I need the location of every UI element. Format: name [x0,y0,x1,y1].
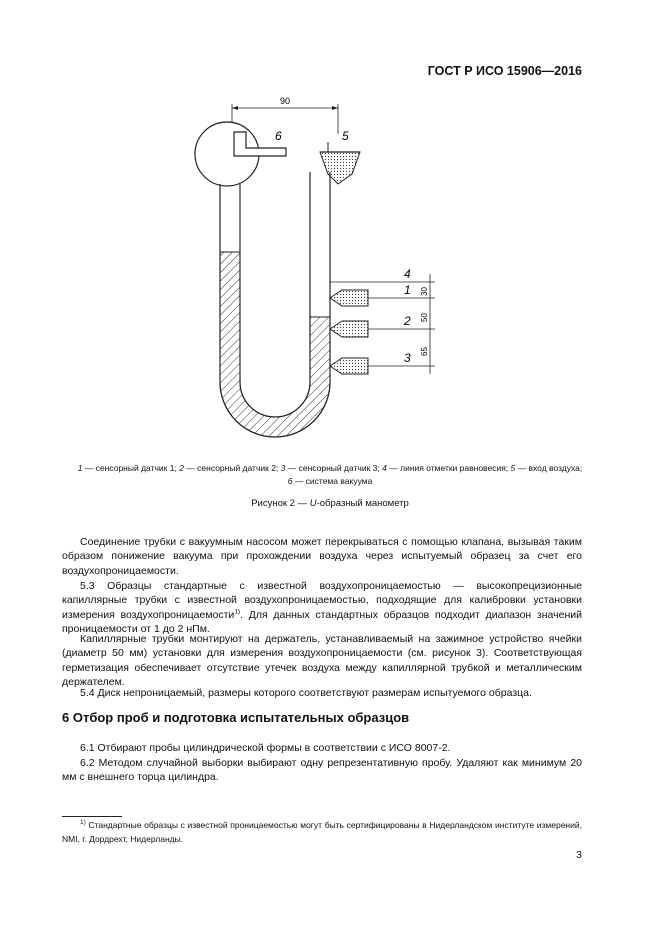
manometer-liquid [220,252,330,437]
figure-caption: Рисунок 2 — U-образный манометр [251,498,409,509]
sensor-3 [330,358,435,374]
footnote-separator [62,816,122,817]
label-4: 4 [404,267,411,281]
dimension-90-label: 90 [279,96,291,106]
u-tube-inner-wall [240,172,310,417]
label-5: 5 [342,129,349,143]
footnote: $^{1)}$ Стандартные образцы с известной проницаемостью могут быть сертифицированы в Нидерландском институте измерений, NMI, г. Дордрехт, Нидерланды. [62,819,582,844]
paragraph-5-4: 5.4 Диск непроницаемый, размеры которого соответствуют размерам испытуемого образца. [80,687,532,699]
section-6-heading: 6 Отбор проб и подготовка испытательных образцов [62,710,410,725]
label-2: 2 [404,314,411,328]
paragraph-6-2: 6.2 Методом случайной выборки выбирают одну репрезентативную пробу. Удаляют как минимум 20 мм с внешнего торца цилиндра. [62,757,582,784]
label-3: 3 [404,351,411,365]
paragraph-capillary: Капиллярные трубки монтируют на держатель, устанавливаемый на зажимное устройство ячейки (диаметр 50 мм) установки для измерения воздухопроницаемости (см. рисунок 3). Соответствующая герметизация обеспечивает отсутствие утечек воздуха между капиллярной трубкой и металлическим держателем. [62,633,582,689]
document-header: ГОСТ Р ИСО 15906—2016 [427,64,582,78]
paragraph-vacuum-pump: Соединение трубки с вакуумным насосом может перекрываться с помощью клапана, вызывая таким образом понижение вакуума при прохождении воздуха через испытуемый образец за счет его воздухопроницаемости. [62,536,582,577]
paragraph-6-1: 6.1 Отбирают пробы цилиндрической формы в соответствии с ИСО 8007-2. [80,742,451,754]
dimension-30: 30 [420,287,429,296]
label-6: 6 [275,129,282,143]
air-inlet-funnel [320,152,360,184]
dimension-65: 65 [420,347,429,356]
manometer-figure [180,92,440,472]
dimension-90 [232,96,338,134]
figure-legend: 1 — сенсорный датчик 1; 2 — сенсорный датчик 2; 3 — сенсорный датчик 3; 4 — линия отметки равновесия; 5 — вход воздуха; 6 — система вакуума [77,463,583,486]
sensor-2 [330,321,435,337]
paragraph-5-3: 5.3 Образцы стандартные с известной воздухопроницаемостью — высокопрецизионные капиллярные трубки с известной воздухопроницаемостью, подходящие для калибровки установки измерения воздухопроницаемости$^{1)}$. Для данных стандартных образцов подходит диапазон значений проницаемости от 1 до 2 нПм. [62,580,582,636]
page-number: 3 [576,849,582,861]
dimension-50: 50 [420,313,429,322]
label-1: 1 [404,283,411,297]
